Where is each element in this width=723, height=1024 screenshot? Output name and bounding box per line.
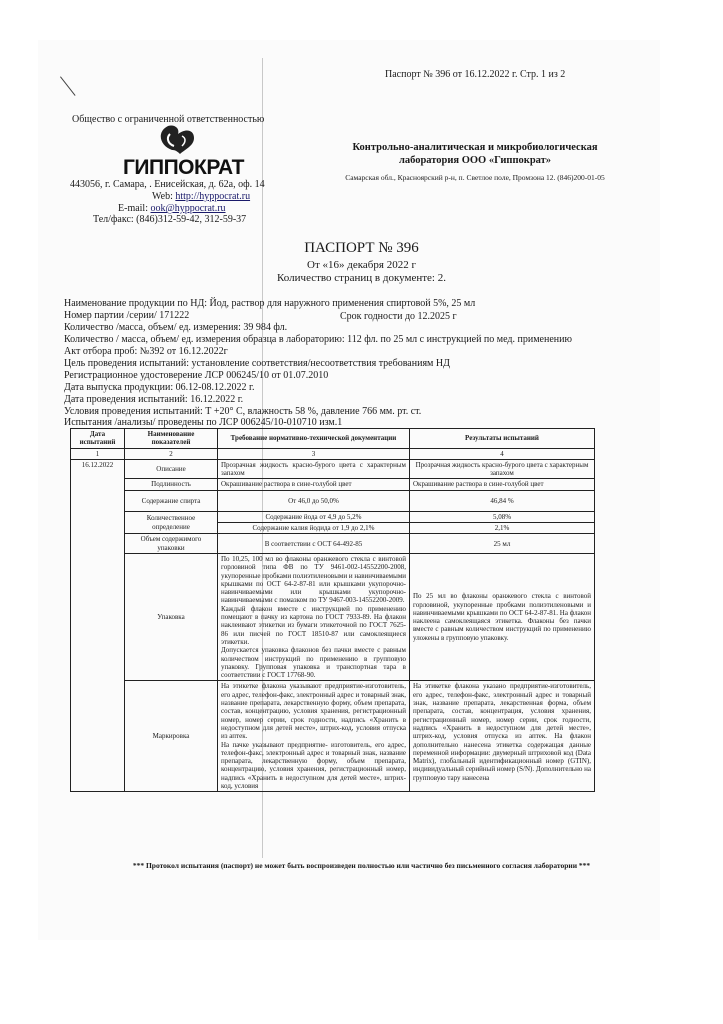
result-cell: 46,84 % [410, 490, 595, 511]
indicator-cell: Содержание спирта [125, 490, 218, 511]
footer-note: *** Протокол испытания (паспорт) не может быть воспроизведен полностью или частично без письменного согласия лаборатории *** [132, 861, 591, 870]
field-test-method: Испытания /анализы/ проведены по ЛСР 006245/10-010710 изм.1 [64, 417, 343, 428]
requirement-cell: Окрашивание раствора в сине-голубой цвет [218, 479, 410, 490]
logo-text: ГИППОКРАТ [123, 156, 244, 179]
field-quantity: Количество /масса, объем/ ед. измерения: 39 984 фл. [64, 322, 288, 333]
org-web: Web: http://hyppocrat.ru [152, 191, 251, 202]
col-header-date: Дата испытаний [71, 429, 125, 449]
requirement-cell: По 10,25, 100 мл во флаконы оранжевого стекла с винтовой горловиной типа ФВ по ТУ 9461-002-14552200-2008, укупоренные пробками полиэтиленовыми и навинчиваемыми крышками по ОСТ 64-2-87-81 или крышками укупорочно-навинчиваемыми или крышками укупорочно-навинчиваемыми с помазком по ТУ 9467-003-14552200-2009. Каждый флакон вместе с инструкцией по применению помещают в пачку из картона по ГОСТ 7933-89. На флакон наклеивают этикетки из бумаги этикеточной по ГОСТ 7625-86 или писчей по ГОСТ 18510-87 или самоклеящиеся этикетки. Допускается упаковка флаконов без пачки вместе с равным количеством инструкций по применению в групповую упаковку. Групповая упаковка и транспортная тара в соответствии с ГОСТ 17768-90. [218, 553, 410, 680]
field-validity: Срок годности до 12.2025 г [340, 311, 457, 322]
field-sample-quantity: Количество / масса, объем/ ед. измерения образца в лабораторию: 112 фл. по 25 мл с инструкцией по мед. применению [64, 334, 572, 345]
field-release-date: Дата выпуска продукции: 06.12-08.12.2022 г. [64, 382, 255, 393]
indicator-cell: Маркировка [125, 681, 218, 792]
results-table [70, 428, 595, 792]
field-conditions: Условия проведения испытаний: Т +20° С, влажность 58 %, давление 766 мм. рт. ст. [64, 406, 422, 417]
table-header-row [71, 429, 595, 449]
field-registration: Регистрационное удостоверение ЛСР 006245/10 от 01.07.2010 [64, 370, 329, 381]
table-row [71, 511, 595, 522]
web-link[interactable]: http://hyppocrat.ru [175, 191, 251, 202]
requirement-cell: От 46,0 до 50,0% [218, 490, 410, 511]
field-product-name: Наименование продукции по НД: Йод, раствор для наружного применения спиртовой 5%, 25 мл [64, 298, 476, 309]
result-cell: Прозрачная жидкость красно-бурого цвета с характерным запахом [410, 459, 595, 479]
col-number: 3 [218, 448, 410, 459]
requirement-cell: На этикетке флакона указывают предприятие-изготовитель, его адрес, телефон-факс, электронный адрес и товарный знак, название препарата, лекарственную форму, объем препарата, состав, концентрацию, условия хранения, регистрационный номер, номер серии, срок годности, надпись «Хранить в недоступном для детей месте», штрих-код, условия отпуска из аптек. На пачке указывают предприятие- изготовитель, его адрес, телефон-факс, электронный адрес и товарный знак, название препарата, лекарственную форму, объем препарата, концентрацию, условия хранения, регистрационный номер, надпись «Хранить в недоступном для детей месте», штрих-код, условия [218, 681, 410, 792]
field-test-purpose: Цель проведения испытаний: установление соответствия/несоответствия требованиям НД [64, 358, 450, 369]
table-row [71, 479, 595, 490]
org-phone: Тел/факс: (846)312-59-42, 312-59-37 [93, 214, 247, 225]
table-number-row [71, 448, 595, 459]
col-number: 1 [71, 448, 125, 459]
org-title: Общество с ограниченной ответственностью [72, 114, 265, 125]
indicator-cell: Объем содержимого упаковки [125, 534, 218, 554]
result-cell: 25 мл [410, 534, 595, 554]
requirement-cell: Содержание йода от 4,9 до 5,2% [218, 511, 410, 522]
result-cell: 5,08% [410, 511, 595, 522]
result-cell: Окрашивание раствора в сине-голубой цвет [410, 479, 595, 490]
col-number: 4 [410, 448, 595, 459]
org-email: E-mail: ook@hyppocrat.ru [118, 203, 226, 214]
col-header-result: Результаты испытаний [410, 429, 595, 449]
passport-date: От «16» декабря 2022 г [307, 259, 416, 271]
requirement-cell: Прозрачная жидкость красно-бурого цвета с характерным запахом [218, 459, 410, 479]
passport-pages: Количество страниц в документе: 2. [277, 272, 446, 284]
field-batch: Номер партии /серии/ 171222 [64, 310, 190, 321]
requirement-cell: В соответствии с ОСТ 64-492-85 [218, 534, 410, 554]
col-number: 2 [125, 448, 218, 459]
table-row [71, 681, 595, 792]
table-row [71, 490, 595, 511]
result-cell: На этикетке флакона указано предприятие-изготовитель, его адрес, телефон-факс, электронный адрес и товарный знак, название препарата, лекарственная форма, объем препарата, состав, концентрация, условия хранения, регистрационный номер, номер серии, срок годности, надпись «Хранить в недоступном для детей месте», штрих-код, условия отпуска из аптек. На флакон дополнительно нанесена этикетка содержащая данные переменной информации: двумерный штриховой код (Data Matrix), глобальный идентификационный номер (GTIN), индивидуальный серийный номер (S/N). Дополнительно на групповую тару нанесена [410, 681, 595, 792]
passport-title: ПАСПОРТ № 396 [304, 240, 419, 256]
indicator-cell: Описание [125, 459, 218, 479]
result-cell: 2,1% [410, 523, 595, 534]
col-header-requirement: Требование нормативно-технической документации [218, 429, 410, 449]
test-date-cell: 16.12.2022 [71, 459, 125, 791]
indicator-cell: Подлинность [125, 479, 218, 490]
requirement-cell: Содержание калия йодида от 1,9 до 2,1% [218, 523, 410, 534]
col-header-indicator: Наименование показателей [125, 429, 218, 449]
passport-reference: Паспорт № 396 от 16.12.2022 г. Стр. 1 из 2 [385, 69, 566, 80]
lab-title: Контрольно-аналитическая и микробиологическая лаборатория ООО «Гиппократ» [352, 142, 598, 166]
result-cell: По 25 мл во флаконы оранжевого стекла с винтовой горловиной, укупоренные пробками полиэтиленовыми и навинчиваемыми крышками по ОСТ 64-2-87-81. На флакон наклеена самоклеящаяся этикетка. Флаконы без пачки вместе с равным количеством инструкций по применению уложены в групповую упаковку. [410, 553, 595, 680]
table-row [71, 459, 595, 479]
company-logo [120, 120, 270, 180]
lab-address: Самарская обл., Красноярский р-н, п. Светлое поле, Промзона 12. (846)200-01-05 [345, 173, 605, 182]
indicator-cell: Упаковка [125, 553, 218, 680]
email-link[interactable]: ook@hyppocrat.ru [150, 203, 226, 214]
field-sampling-act: Акт отбора проб: №392 от 16.12.2022г [64, 346, 228, 357]
field-test-date: Дата проведения испытаний: 16.12.2022 г. [64, 394, 244, 405]
org-address: 443056, г. Самара, . Енисейская, д. 62а, оф. 14 [70, 179, 265, 190]
table-row [71, 553, 595, 680]
indicator-cell: Количественное определение [125, 511, 218, 534]
table-row [71, 534, 595, 554]
